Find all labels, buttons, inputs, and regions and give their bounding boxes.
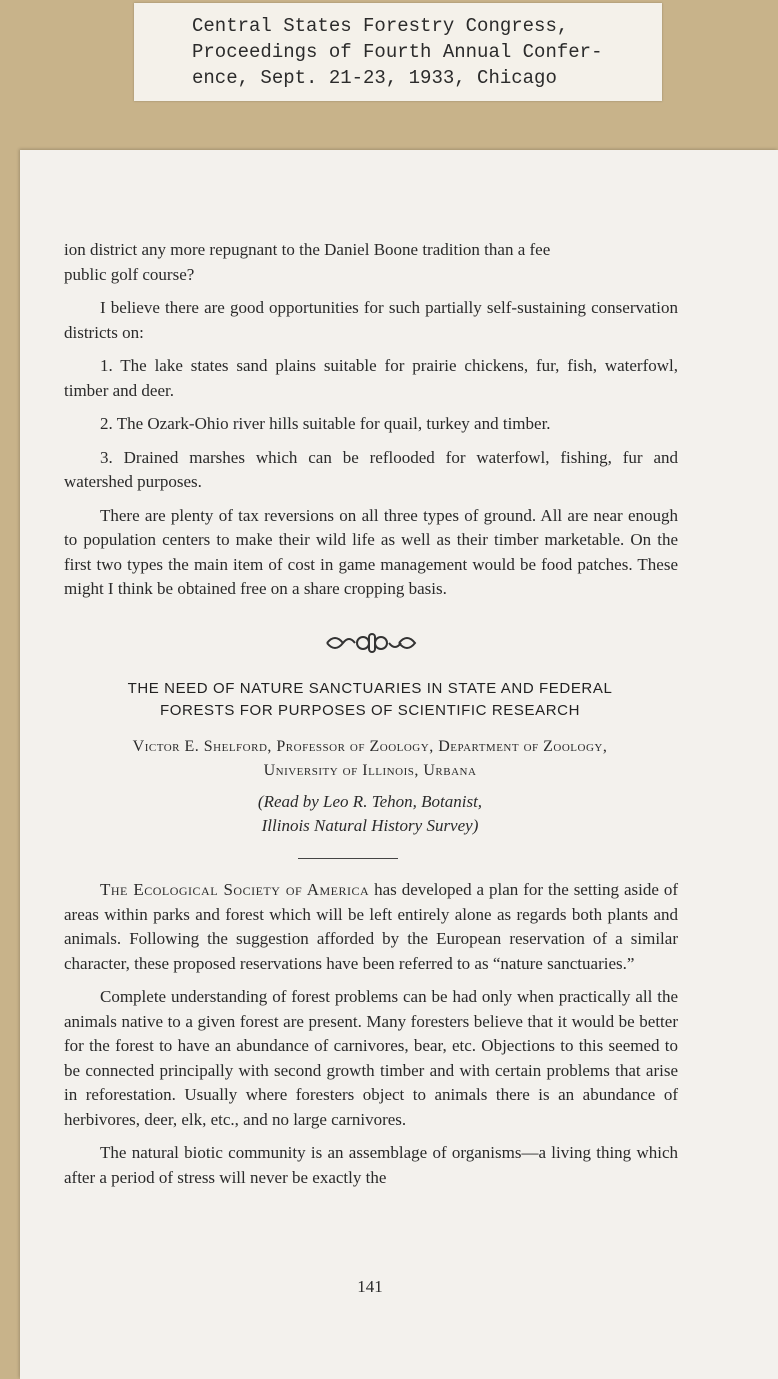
society-name: The Ecological Society of America: [100, 880, 370, 899]
read-by-line-2: Illinois Natural History Survey): [261, 816, 479, 835]
paragraph-opportunities: I believe there are good opportunities for such partially self-sustaining conservation districts on:: [64, 298, 678, 342]
paragraph-biotic-community: The natural biotic community is an assemblage of organisms—a living thing which after a period of stress will never be exactly the: [64, 1143, 678, 1187]
archive-label: [134, 3, 662, 101]
upper-section: [64, 238, 678, 602]
author-line-1: Victor E. Shelford, Professor of Zoology, Department of Zoology,: [132, 738, 608, 755]
paragraph-ecological-society-text: has developed a plan for the setting aside of areas within parks and forest which will be left entirely alone as regards both plants and animals. Following the suggestion afforded by the European reservation of a similar character, these proposed reservations have been referred to as “nature sanctuaries.”: [64, 880, 678, 973]
read-by-note: [50, 790, 690, 838]
article-title: [50, 678, 690, 722]
continued-line-1: ion district any more repugnant to the Daniel Boone tradition than a fee: [64, 240, 551, 259]
label-line-1: Central Statеs Forestry Congress,: [192, 15, 569, 37]
list-item-3: 3. Drained marshes which can be reflooded for waterfowl, fishing, fur and watershed purposes.: [64, 447, 678, 491]
paragraph-tax-reversions: There are plenty of tax reversions on all three types of ground. All are near enough to population centers to make their wild life as well as their timber marketable. On the first two types the main item of cost in game management would be food patches. These might I think be obtained free on a share cropping basis.: [64, 505, 678, 598]
page-number: 141: [357, 1277, 383, 1296]
author-line-2: University of Illinois, Urbana: [263, 762, 477, 779]
label-line-3: ence, Sept. 21-23, 1933, Chicago: [192, 67, 557, 89]
document-page: [20, 150, 778, 1379]
section-ornament: [64, 631, 678, 661]
section-divider: [298, 858, 398, 859]
article-title-line-1: THE NEED OF NATURE SANCTUARIES IN STATE AND FEDERAL: [127, 680, 613, 697]
continued-line-2: public golf course?: [64, 264, 195, 284]
article-title-line-2: FORESTS FOR PURPOSES OF SCIENTIFIC RESEARCH: [159, 702, 580, 719]
author-byline: [50, 735, 690, 783]
label-line-2: Proceedings of Fourth Annual Confer-: [192, 41, 603, 63]
read-by-line-1: (Read by Leo R. Tehon, Botanist,: [257, 792, 483, 811]
paragraph-forest-problems: Complete understanding of forest problems can be had only when practically all the animals native to a given forest are present. Many foresters believe that it would be better for the forest to have an abundance of carnivores, bear, etc. Objections to this seemed to be connected principally with second growth timber and with certain problems that arise in reforestation. Usually where foresters object to animals there is an abundance of herbivores, deer, elk, etc., and no large carnivores.: [64, 987, 678, 1129]
paragraph-ecological-society: [64, 878, 678, 976]
list-item-2: 2. The Ozark-Ohio river hills suitable for quail, turkey and timber.: [100, 414, 551, 433]
article-body: [64, 878, 678, 1190]
list-item-1: 1. The lake states sand plains suitable for prairie chickens, fur, fish, waterfowl, timber and deer.: [64, 356, 678, 400]
